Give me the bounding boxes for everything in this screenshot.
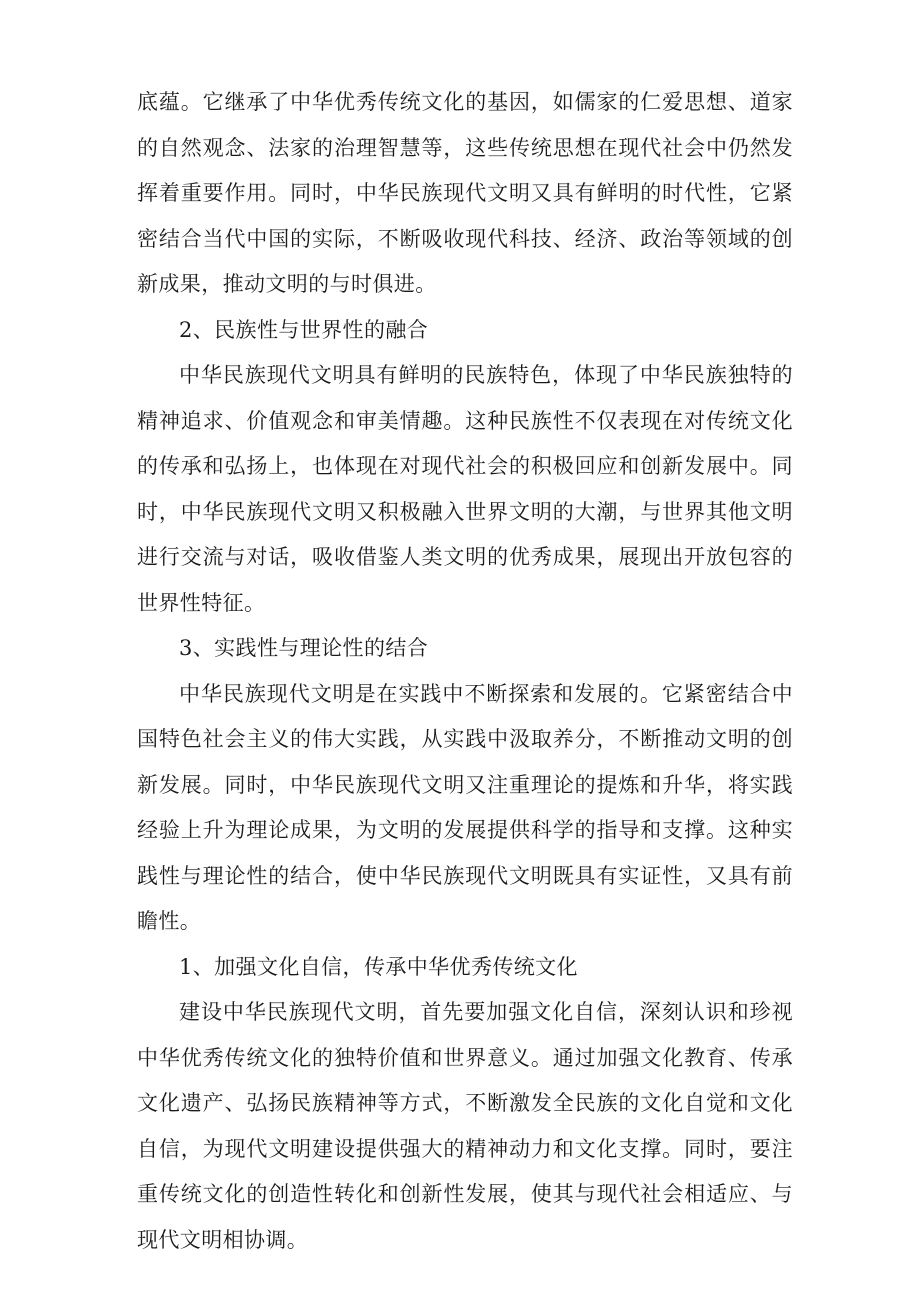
section-heading-cultural-confidence: 1、加强文化自信，传承中华优秀传统文化: [179, 954, 578, 979]
paragraph-practice-theory: 中华民族现代文明是在实践中不断探索和发展的。它紧密结合中国特色社会主义的伟大实践，从实践中汲取养分，不断推动文明的创新发展。同时，中华民族现代文明又注重理论的提炼和升华，将实践经验上升为理论成果，为文明的发展提供科学的指导和支撑。这种实践性与理论性的结合，使中华民族现代文明既具有实证性，又具有前瞻性。: [137, 681, 793, 933]
document-body: [137, 80, 793, 1263]
section-heading-practice-theory: 3、实践性与理论性的结合: [179, 636, 429, 660]
paragraph-ethnic-global: 中华民族现代文明具有鲜明的民族特色，体现了中华民族独特的精神追求、价值观念和审美情趣。这种民族性不仅表现在对传统文化的传承和弘扬上，也体现在对现代社会的积极回应和创新发展中。同时，中华民族现代文明又积极融入世界文明的大潮，与世界其他文明进行交流与对话，吸收借鉴人类文明的优秀成果，展现出开放包容的世界性特征。: [137, 363, 793, 615]
section-heading-ethnic-global: 2、民族性与世界性的融合: [179, 317, 429, 342]
paragraph-continued: 底蕴。它继承了中华优秀传统文化的基因，如儒家的仁爱思想、道家的自然观念、法家的治理智慧等，这些传统思想在现代社会中仍然发挥着重要作用。同时，中华民族现代文明又具有鲜明的时代性，它紧密结合当代中国的实际，不断吸收现代科技、经济、政治等领域的创新成果，推动文明的与时俱进。: [137, 90, 793, 296]
paragraph-cultural-confidence: 建设中华民族现代文明，首先要加强文化自信，深刻认识和珍视中华优秀传统文化的独特价值和世界意义。通过加强文化教育、传承文化遗产、弘扬民族精神等方式，不断激发全民族的文化自觉和文化自信，为现代文明建设提供强大的精神动力和文化支撑。同时，要注重传统文化的创造性转化和创新性发展，使其与现代社会相适应、与现代文明相协调。: [137, 1000, 793, 1252]
